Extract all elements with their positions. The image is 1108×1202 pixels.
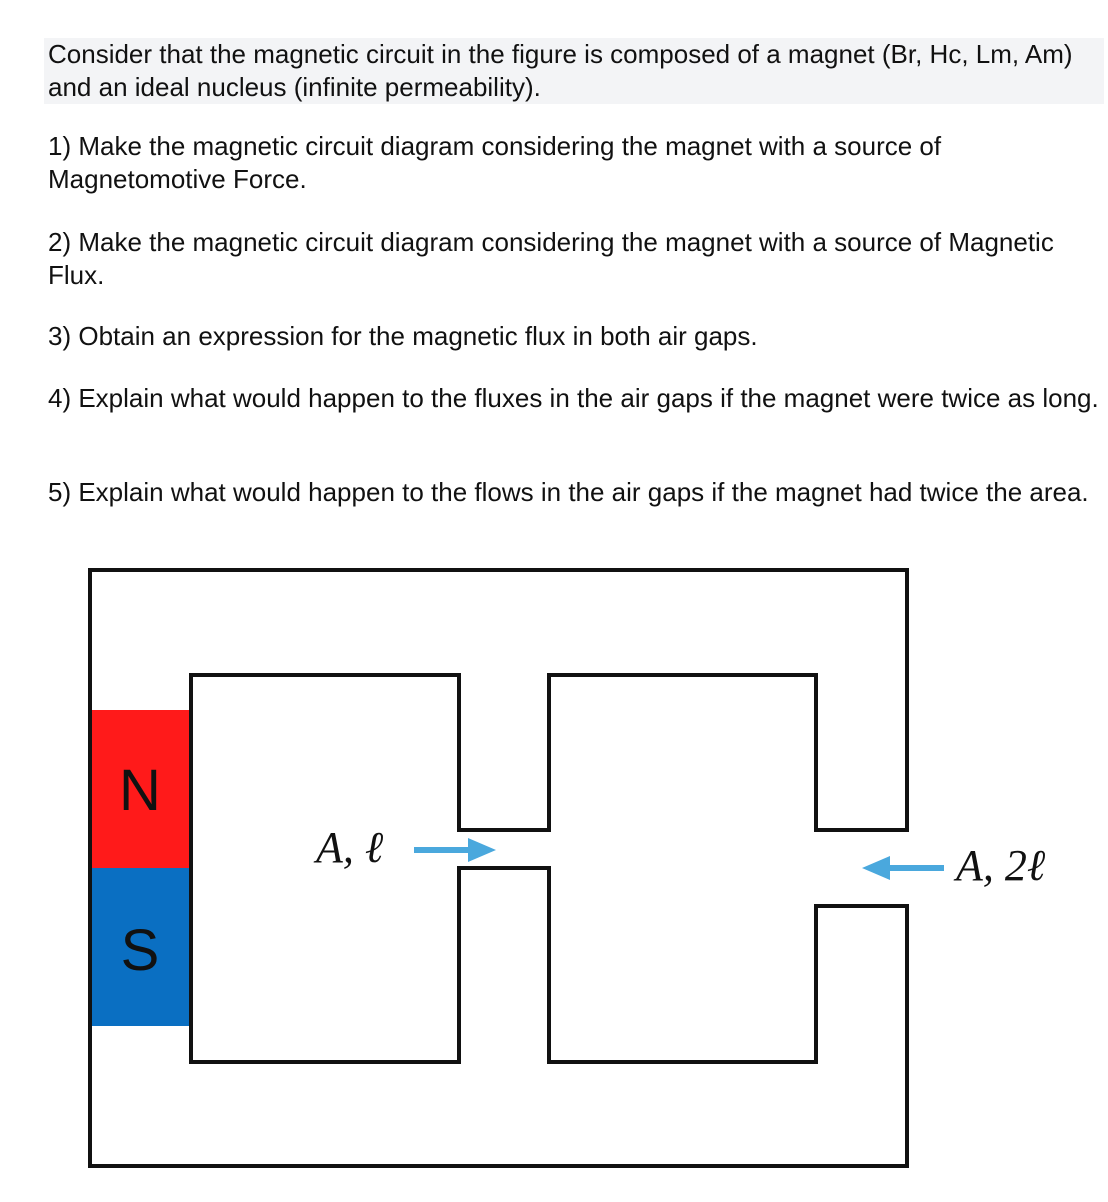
problem-intro: Consider that the magnetic circuit in the figure is composed of a magnet (Br, Hc, Lm, Am) and an ideal nucleus (infinite permeability).: [44, 38, 1104, 104]
south-label: S: [120, 918, 160, 983]
core-outer-top: [90, 570, 907, 830]
right-gap-label: A, 2ℓ: [956, 841, 1046, 890]
question-5: 5) Explain what would happen to the flows in the air gaps if the magnet had twice the area.: [48, 477, 1089, 507]
question-4: 4) Explain what would happen to the fluxes in the air gaps if the magnet were twice as long.: [48, 383, 1099, 413]
right-gap-arrow: [862, 856, 944, 880]
question-2: 2) Make the magnetic circuit diagram considering the magnet with a source of Magnetic Flux.: [48, 227, 1054, 290]
left-gap-arrow: [414, 838, 496, 862]
north-label: N: [119, 758, 161, 823]
question-3: 3) Obtain an expression for the magnetic flux in both air gaps.: [48, 321, 758, 351]
left-gap-label: A, ℓ: [316, 823, 384, 872]
core-outer-bottom: [90, 868, 907, 1166]
question-1: 1) Make the magnetic circuit diagram considering the magnet with a source of Magnetomotive Force.: [48, 131, 942, 194]
